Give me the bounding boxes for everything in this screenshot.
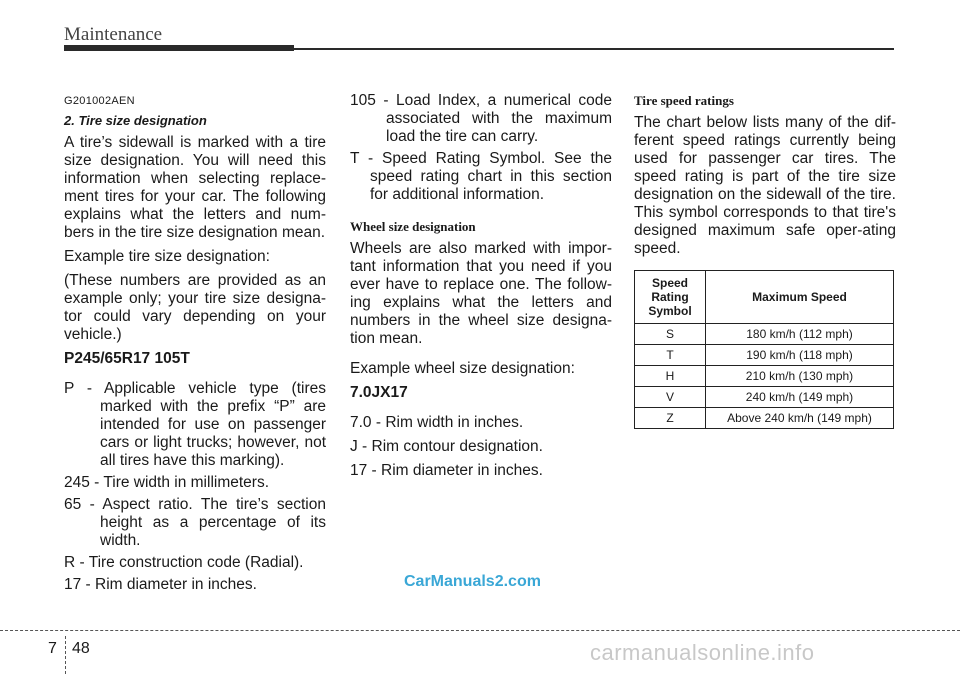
page-number: 48 [72, 640, 90, 657]
list-item: J - Rim contour designation. [350, 438, 543, 455]
cell-speed: 240 km/h (149 mph) [706, 387, 894, 408]
column-header-symbol: Speed Rating Symbol [635, 271, 706, 324]
list-item: 65 - Aspect ratio. The tire’s section height as a percentage of its width. [64, 496, 326, 549]
footer-divider [0, 630, 960, 631]
left-column [64, 92, 326, 598]
list-item: 17 - Rim diameter in inches. [350, 462, 543, 479]
list-item: 17 - Rim diameter in inches. [64, 576, 257, 593]
cell-symbol: Z [635, 408, 706, 429]
list-item: 245 - Tire width in millimeters. [64, 474, 270, 491]
cell-symbol: S [635, 324, 706, 345]
cell-symbol: V [635, 387, 706, 408]
wheel-intro: Wheels are also marked with impor-tant information that you need if you ever have to replace one. The follow-ing explains what the letters and numbers in the wheel size designa-tion mean. [350, 240, 612, 347]
intro-paragraph: A tire’s sidewall is marked with a tire size designation. You will need this information when selecting replace-ment tires for your car. The following explains what the letters and num-bers in the tire size designation mean. [64, 134, 326, 241]
table-row [635, 324, 894, 345]
table-row [635, 408, 894, 429]
cell-speed: 210 km/h (130 mph) [706, 366, 894, 387]
footer-vertical-divider [65, 636, 66, 674]
header-rule-thick [64, 45, 294, 51]
list-item: 105 - Load Index, a numerical code associated with the maximum load the tire can carry. [350, 92, 612, 145]
section-code: G201002AEN [64, 95, 135, 107]
table-header-row [635, 271, 894, 324]
header-rule-thin [294, 48, 894, 50]
speed-ratings-heading: Tire speed ratings [634, 93, 734, 108]
speed-ratings-intro: The chart below lists many of the dif-ferent speed ratings currently being used for passenger car tires. The speed rating is part of the tire size designation on the sidewall of the tire. This symbol corresponds to that tire's designed maximum safe oper-ating speed. [634, 114, 896, 257]
watermark-link[interactable]: CarManuals2.com [404, 573, 541, 590]
wheel-example-code: 7.0JX17 [350, 384, 408, 401]
section-title: Maintenance [64, 24, 163, 45]
subsection-heading: 2. Tire size designation [64, 113, 207, 128]
site-watermark: carmanualsonline.info [590, 640, 815, 665]
cell-speed: 190 km/h (118 mph) [706, 345, 894, 366]
right-column [634, 92, 896, 429]
cell-symbol: H [635, 366, 706, 387]
cell-symbol: T [635, 345, 706, 366]
chapter-number: 7 [48, 640, 57, 657]
cell-speed: 180 km/h (112 mph) [706, 324, 894, 345]
cell-speed: Above 240 km/h (149 mph) [706, 408, 894, 429]
example-note: (These numbers are provided as an example only; your tire size designa-tor could vary depending on your vehicle.) [64, 272, 326, 343]
table-row [635, 387, 894, 408]
example-tire-code: P245/65R17 105T [64, 350, 190, 367]
wheel-heading: Wheel size designation [350, 219, 476, 234]
speed-rating-table [634, 270, 894, 429]
list-item: 7.0 - Rim width in inches. [350, 414, 524, 431]
example-label: Example tire size designation: [64, 248, 270, 265]
list-item: T - Speed Rating Symbol. See the speed rating chart in this section for additional information. [350, 150, 612, 203]
list-item: R - Tire construction code (Radial). [64, 554, 304, 571]
table-row [635, 345, 894, 366]
column-header-speed: Maximum Speed [706, 271, 894, 324]
wheel-example-label: Example wheel size designation: [350, 360, 575, 377]
table-row [635, 366, 894, 387]
list-item: P - Applicable vehicle type (tires marked with the prefix “P” are intended for use on passenger cars or light trucks; however, not all tires have this marking). [64, 380, 326, 469]
middle-column [350, 92, 612, 486]
